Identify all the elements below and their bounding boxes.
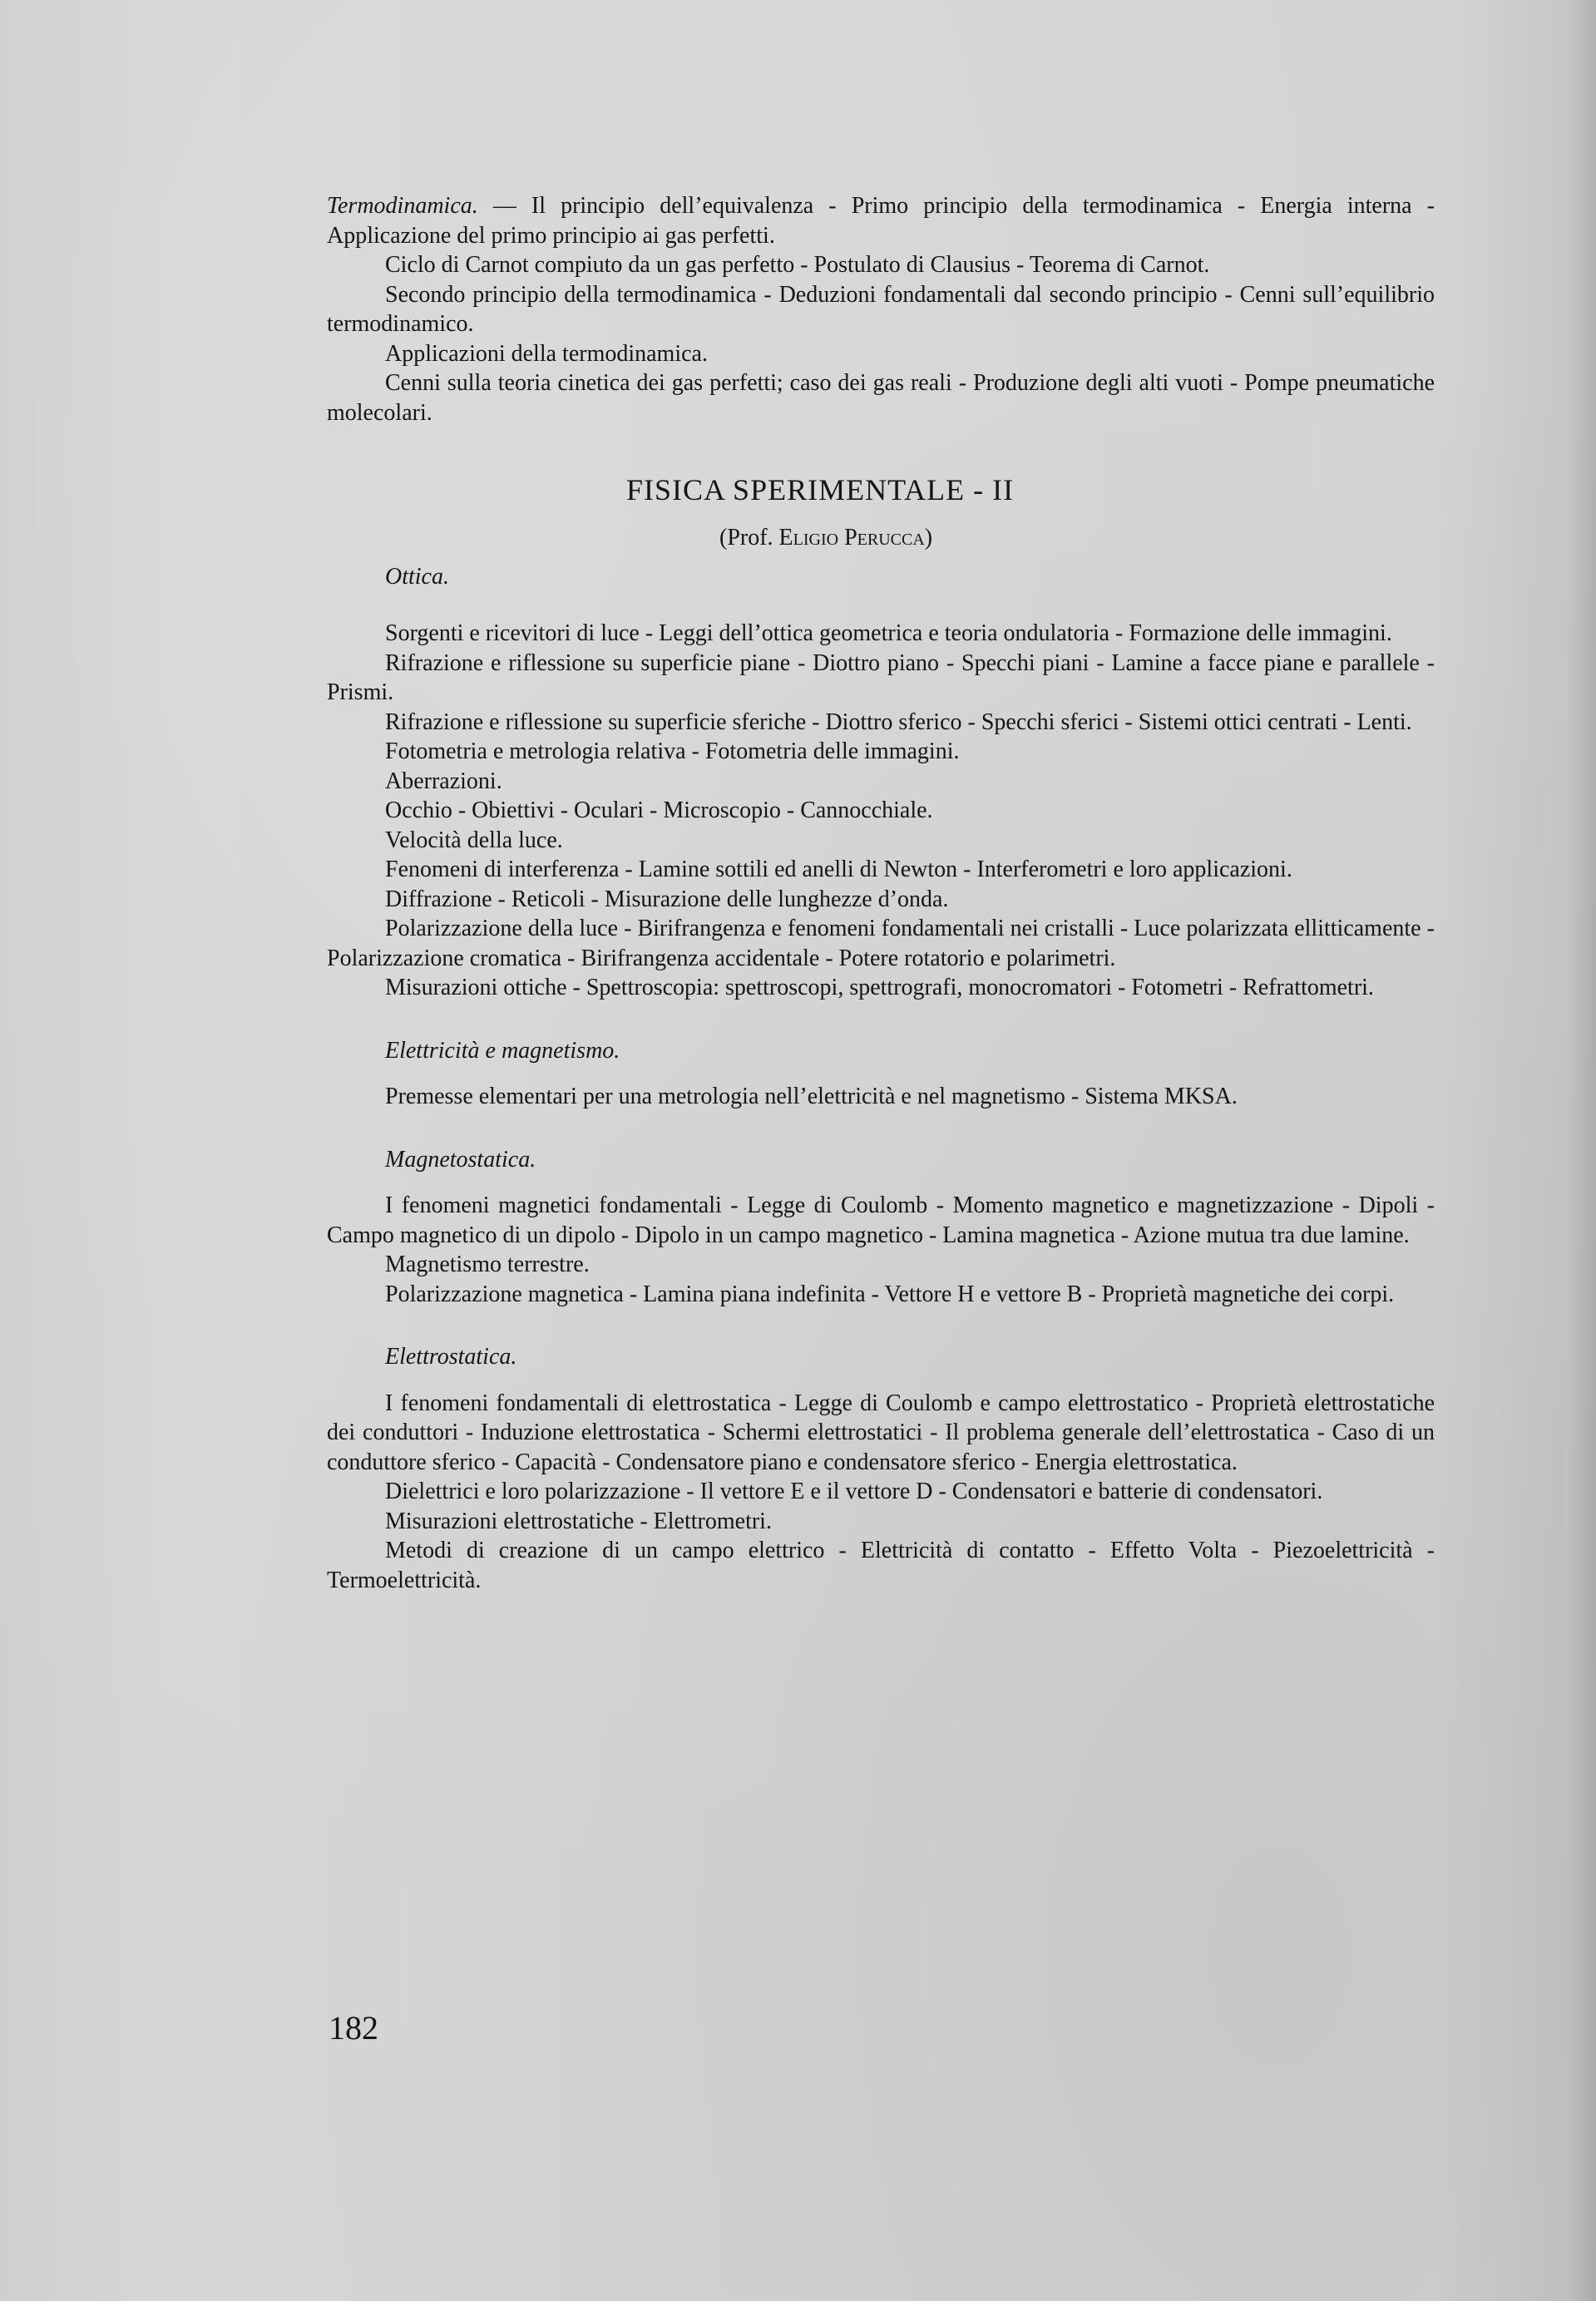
thermo-paragraph-4: Applicazioni della termodinamica. — [385, 340, 708, 367]
elettricita-paragraph: Premesse elementari per una metrologia nell’elettricità e nel magnetismo - Sistema MKSA. — [385, 1084, 1238, 1109]
ottica-paragraph: Sorgenti e ricevitori di luce - Leggi dell’ottica geometrica e teoria ondulatoria - Formazione delle immagini. — [385, 620, 1392, 646]
section-professor — [719, 525, 932, 551]
prof-prefix: (Prof. — [719, 525, 779, 551]
ottica-paragraph: Aberrazioni. — [385, 768, 502, 794]
page-number: 182 — [329, 2009, 378, 2047]
ottica-section — [327, 619, 1435, 1003]
magnetostatica-heading: Magnetostatica. — [385, 1146, 536, 1173]
section-title: FISICA SPERIMENTALE - II — [626, 473, 1015, 506]
ottica-paragraph: Fotometria e metrologia relativa - Fotometria delle immagini. — [385, 738, 960, 764]
elettrostatica-heading: Elettrostatica. — [385, 1344, 517, 1370]
ottica-paragraph: Rifrazione e riflessione su superficie piane - Diottro piano - Specchi piani - Lamine a facce piane e parallele - Prismi. — [327, 649, 1435, 705]
thermo-lead: Termodinamica. — [327, 193, 478, 219]
thermo-paragraph-5: Cenni sulla teoria cinetica dei gas perfetti; caso dei gas reali - Produzione degli alti vuoti - Pompe pneumatiche molecolari. — [327, 370, 1435, 426]
prof-name: Eligio Perucca — [778, 525, 925, 551]
thermo-paragraph-2: Ciclo di Carnot compiuto da un gas perfetto - Postulato di Clausius - Teorema di Carnot. — [385, 252, 1210, 278]
prof-suffix: ) — [924, 525, 933, 551]
ottica-paragraph: Polarizzazione della luce - Birifrangenza e fenomeni fondamentali nei cristalli - Luce polarizzata ellitticamente - Polarizzazione cromatica - Birifrangenza accidentale - Potere rotatorio e polarimetri. — [327, 916, 1435, 971]
magnetostatica-paragraph: Magnetismo terrestre. — [385, 1252, 590, 1277]
elettricita-heading: Elettricità e magnetismo. — [385, 1037, 620, 1064]
elettrostatica-paragraph: I fenomeni fondamentali di elettrostatica - Legge di Coulomb e campo elettrostatico - Proprietà elettrostatiche dei conduttori - Induzione elettrostatica - Schermi elettrostatici - Il problema generale dell’elettrostatica - Caso di un conduttore sferico - Capacità - Condensatore piano e condensatore sferico - Energia elettrostatica. — [327, 1390, 1435, 1475]
ottica-heading: Ottica. — [385, 564, 449, 590]
ottica-paragraph: Diffrazione - Reticoli - Misurazione delle lunghezze d’onda. — [385, 886, 949, 912]
page-content — [327, 191, 1435, 1595]
ottica-paragraph: Occhio - Obiettivi - Oculari - Microscopio - Cannocchiale. — [385, 797, 933, 823]
ottica-paragraph: Rifrazione e riflessione su superficie sferiche - Diottro sferico - Specchi sferici - Sistemi ottici centrati - Lenti. — [385, 709, 1412, 735]
ottica-paragraph: Misurazioni ottiche - Spettroscopia: spettroscopi, spettrografi, monocromatori - Fotometri - Refrattometri. — [385, 975, 1374, 1000]
thermo-paragraph-1 — [327, 191, 1435, 250]
elettrostatica-paragraph: Misurazioni elettrostatiche - Elettrometri. — [385, 1508, 772, 1534]
elettrostatica-paragraph: Dielettrici e loro polarizzazione - Il vettore E e il vettore D - Condensatori e batterie di condensatori. — [385, 1479, 1323, 1504]
ottica-paragraph: Velocità della luce. — [385, 827, 563, 853]
magnetostatica-paragraph: I fenomeni magnetici fondamentali - Legge di Coulomb - Momento magnetico e magnetizzazione - Dipoli - Campo magnetico di un dipolo - Dipolo in un campo magnetico - Lamina magnetica - Azione mutua tra due lamine. — [327, 1192, 1435, 1248]
ottica-paragraph: Fenomeni di interferenza - Lamine sottili ed anelli di Newton - Interferometri e loro applicazioni. — [385, 857, 1292, 882]
elettrostatica-paragraph: Metodi di creazione di un campo elettrico - Elettricità di contatto - Effetto Volta - Piezoelettricità - Termoelettricità. — [327, 1538, 1435, 1593]
section-header — [327, 472, 1435, 597]
magnetostatica-paragraph: Polarizzazione magnetica - Lamina piana indefinita - Vettore H e vettore B - Proprietà magnetiche dei corpi. — [385, 1281, 1395, 1307]
thermo-paragraph-3: Secondo principio della termodinamica - Deduzioni fondamentali dal secondo principio - Cenni sull’equilibrio termodinamico. — [327, 281, 1435, 337]
thermo-lead-text: — Il principio dell’equivalenza - Primo principio della termodinamica - Energia interna - Applicazione del primo principio ai gas perfetti. — [327, 193, 1435, 249]
